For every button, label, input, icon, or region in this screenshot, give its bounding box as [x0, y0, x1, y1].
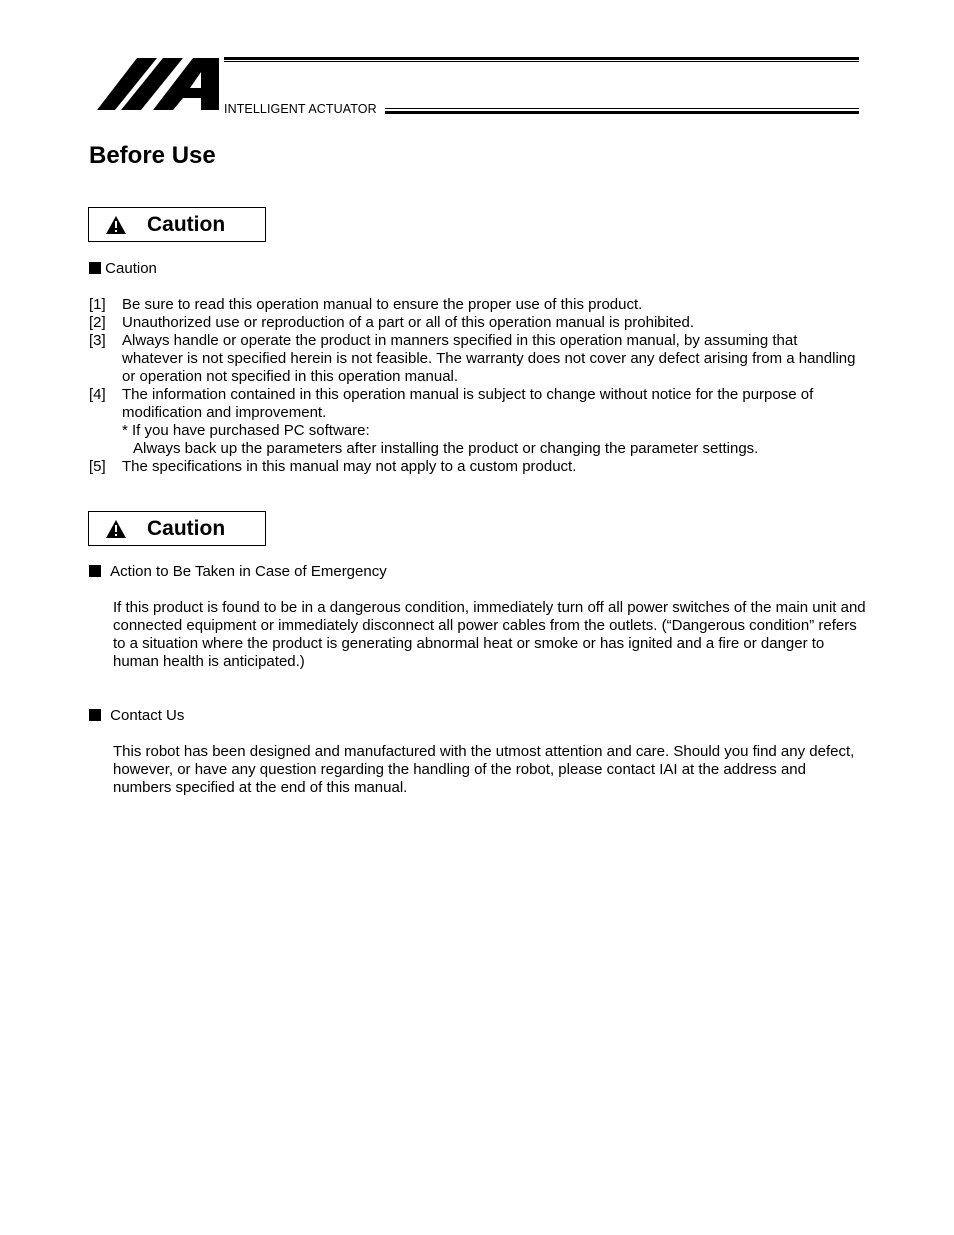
square-bullet-icon	[89, 565, 101, 577]
header-rule-right	[385, 108, 859, 114]
caution-list	[89, 296, 859, 476]
brand-name: INTELLIGENT ACTUATOR	[224, 102, 377, 116]
section-heading	[89, 260, 157, 278]
caution-label: Caution	[147, 516, 226, 540]
iai-logo	[97, 58, 219, 110]
caution-box	[88, 511, 266, 546]
list-item: [4] The information contained in this operation manual is subject to change without notice for the purpose of modification and improvement.	[89, 386, 814, 421]
section-heading-text: Action to Be Taken in Case of Emergency	[110, 563, 387, 580]
list-item: [3] Always handle or operate the product in manners specified in this operation manual, by assuming that whatever is not specified herein is not feasible. The warranty does not cover any defect arising from a handling or operation not specified in this operation manual.	[89, 332, 856, 385]
caution-box	[88, 207, 266, 242]
note-line: * If you have purchased PC software:	[122, 422, 370, 439]
section-heading	[89, 707, 184, 725]
section-heading-text: Contact Us	[110, 707, 185, 724]
warning-icon	[105, 215, 127, 235]
list-item: [5] The specifications in this manual may not apply to a custom product.	[89, 458, 577, 475]
square-bullet-icon	[89, 709, 101, 721]
section-heading-text: Caution	[105, 260, 157, 277]
list-item: [2] Unauthorized use or reproduction of a part or all of this operation manual is prohibited.	[89, 314, 694, 331]
header-rule-top	[224, 57, 859, 62]
caution-label: Caution	[147, 212, 226, 236]
contact-paragraph: This robot has been designed and manufactured with the utmost attention and care. Should you find any defect, however, or have any question regarding the handling of the robot, please contact IAI at the address and numbers specified at the end of this manual.	[113, 743, 855, 796]
warning-icon	[105, 519, 127, 539]
page-title: Before Use	[89, 142, 216, 169]
emergency-paragraph: If this product is found to be in a dangerous condition, immediately turn off all power switches of the main unit and connected equipment or immediately disconnect all power cables from the outlets. (“Dangerous condition” refers to a situation where the product is generating abnormal heat or smoke or has ignited and a fire or danger to human health is anticipated.)	[113, 599, 866, 670]
section-heading	[89, 563, 387, 581]
list-item: [1] Be sure to read this operation manual to ensure the proper use of this product.	[89, 296, 643, 313]
note-line: Always back up the parameters after installing the product or changing the parameter settings.	[133, 440, 759, 457]
square-bullet-icon	[89, 262, 101, 274]
